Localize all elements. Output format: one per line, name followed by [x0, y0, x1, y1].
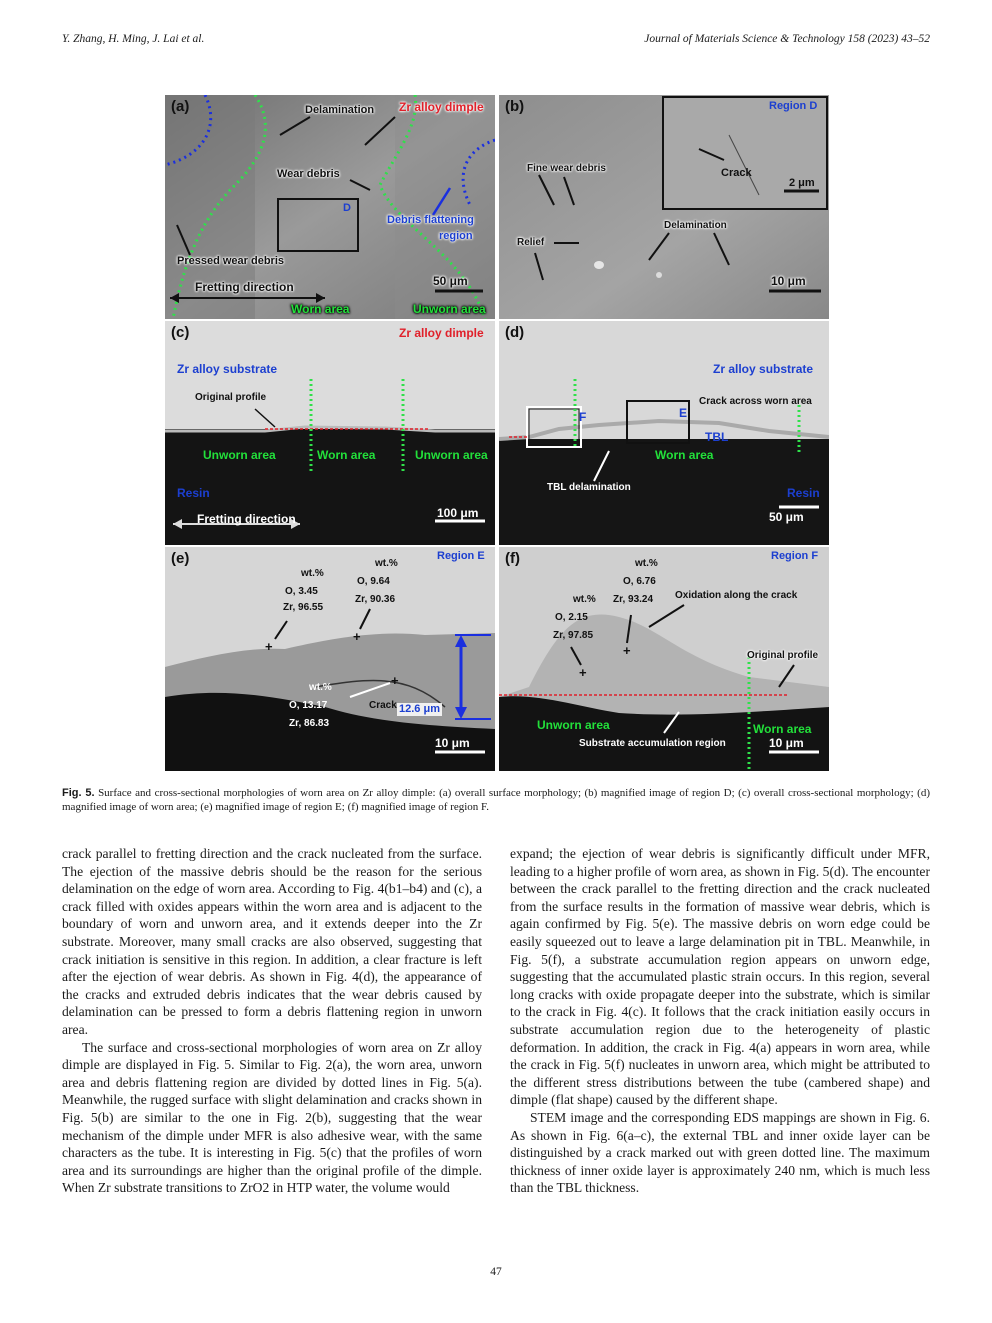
label-unworn-area: Unworn area — [413, 302, 486, 316]
panel-d — [499, 321, 829, 545]
panel-b-letter: (b) — [505, 98, 525, 115]
label-substrate-accumulation: Substrate accumulation region — [579, 738, 726, 749]
label-wear-debris: Wear debris — [277, 168, 340, 180]
eds-zr-f2: Zr, 97.85 — [553, 630, 594, 641]
body-column-left — [62, 845, 482, 1197]
svg-text:+: + — [265, 639, 273, 654]
label-delamination: Delamination — [305, 104, 375, 116]
panel-f-letter: (f) — [505, 550, 520, 567]
label-pressed-wear-debris: Pressed wear debris — [177, 255, 285, 267]
svg-text:+: + — [391, 673, 399, 688]
svg-text:+: + — [623, 643, 631, 658]
label-original-profile-c: Original profile — [195, 392, 267, 403]
caption-text: Surface and cross-sectional morphologies of worn area on Zr alloy dimple: (a) overall surface morphology; (b) magnified image of region D; (c) overall cross-sectional morphology; (d) magnified image of worn area; (e) magnified image of region E; (f) magnified image of region F. — [62, 787, 930, 813]
label-original-profile-f: Original profile — [747, 650, 819, 661]
running-header-journal: Journal of Materials Science & Technology 158 (2023) 43–52 — [644, 33, 930, 45]
eds-o-f2: O, 2.15 — [555, 612, 588, 623]
label-thickness: 12.6 μm — [399, 703, 440, 715]
label-fretting-c: Fretting direction — [197, 512, 296, 526]
label-worn-f: Worn area — [753, 722, 812, 736]
label-crack-e: Crack — [369, 700, 397, 711]
label-tbl: TBL — [705, 430, 729, 444]
label-crack-across: Crack across worn area — [699, 396, 812, 407]
scale-bar-a: 50 μm — [433, 274, 468, 288]
paragraph-right-1: expand; the ejection of wear debris is significantly difficult under MFR, leading to a higher profile of worn area, as shown in Fig. 5(d). The encounter between the crack parallel to the fretting direction and the crack nucleated from the surface results in the formation of massive wear debris, which is again confirmed by Fig. 5(e). The massive debris on worn edge could be easily squeezed out to leave a large delamination pit in TBL. Meanwhile, in Fig. 5(f), a substrate accumulation region appears on unworn edge, suggesting that the accumulated plastic strain occurs. In this region, several long cracks with oxide propagate deeper into the substrate, which is similar to the crack in Fig. 4(c). It follows that the crack initiation easily occurs in substrate accumulation region due to the heterogeneity of plastic deformation. In addition, the crack in Fig. 4(a) appears in worn area, while the crack in Fig. 5(f) nucleates in unworn area, which might be attributed to the different stress distributions between the tube (cambered shape) and dimple (flat shape) caused by the different shape. — [510, 846, 930, 1108]
wt-label-f1: wt.% — [635, 558, 658, 569]
eds-o-f1: O, 6.76 — [623, 576, 656, 587]
eds-o-3: O, 13.17 — [289, 700, 328, 711]
eds-o-2: O, 9.64 — [357, 576, 390, 587]
paragraph-left-1: crack parallel to fretting direction and the crack nucleated from the surface. The ejection of the massive debris should be the reason for the serious delamination on the edge of worn area. According to Fig. 4(b1–b4) and (c), a crack filled with oxides appears within the worn area and is adjacent to the boundary of worn and unworn area, and it extends deeper into the Zr substrate. Moreover, many small cracks are also observed, suggesting that crack initiation is sensitive in this region. In addition, a clear fracture is left after the ejection of wear debris. As shown in Fig. 4(d), the appearance of the cracks and extruded debris indicates that the wear debris caused by delamination can be pressed to form a debris flattening region in unworn area. — [62, 846, 482, 1037]
label-oxidation: Oxidation along the crack — [675, 590, 798, 601]
label-substrate-c: Zr alloy substrate — [177, 362, 278, 376]
label-resin-d: Resin — [787, 486, 820, 500]
label-unworn-right: Unworn area — [415, 448, 488, 462]
eds-zr-3: Zr, 86.83 — [289, 718, 330, 729]
label-substrate-d: Zr alloy substrate — [713, 362, 814, 376]
eds-o-1: O, 3.45 — [285, 586, 318, 597]
scale-bar-c: 100 μm — [437, 506, 479, 520]
panel-a — [165, 95, 495, 319]
caption-label: Fig. 5. — [62, 787, 95, 799]
label-debris-flattening: Debris flattening — [387, 214, 474, 226]
label-region-f: Region F — [771, 550, 819, 562]
page-number: 47 — [490, 1266, 502, 1278]
label-crack: Crack — [721, 167, 752, 179]
figure-5 — [165, 95, 829, 771]
scale-bar-e: 10 μm — [435, 736, 470, 750]
label-tbl-delamination: TBL delamination — [547, 482, 631, 493]
paragraph-left-2: The surface and cross-sectional morphologies of worn area on Zr alloy dimple are displayed in Fig. 5. Similar to Fig. 2(a), the worn area, unworn area and debris flattening region are divided by dotted lines in Fig. 5(a). Meanwhile, the rugged surface with slight delamination and cracks shown in Fig. 5(b) are similar to the one in Fig. 2(b), suggesting that the wear mechanism of the dimple under MFR is also adhesive wear, with the same characters as the tube. It is interesting in Fig. 5(c) that the profiles of worn area and its surroundings are higher than the original profile of the dimple. When Zr substrate transitions to ZrO2 in HTP water, the volume would — [62, 1039, 482, 1196]
panel-e — [165, 547, 495, 771]
panel-e-letter: (e) — [171, 550, 190, 567]
label-relief: Relief — [517, 237, 545, 248]
label-zr-alloy-dimple: Zr alloy dimple — [399, 100, 484, 114]
svg-text:+: + — [353, 629, 361, 644]
eds-zr-1: Zr, 96.55 — [283, 602, 324, 613]
eds-zr-f1: Zr, 93.24 — [613, 594, 654, 605]
label-worn-d: Worn area — [655, 448, 714, 462]
paragraph-right-2: STEM image and the corresponding EDS mappings are shown in Fig. 6. As shown in Fig. 6(a–c), the external TBL and inner oxide layer can be distinguished by a crack marked out with green dotted line. The maximum thickness of inner oxide layer is approximately 240 nm, which is much less than the TBL thickness. — [510, 1109, 930, 1196]
scale-bar-inset: 2 μm — [789, 177, 815, 189]
label-region-e-box: E — [679, 406, 688, 420]
wt-label-2: wt.% — [375, 558, 398, 569]
label-zr-alloy-dimple-c: Zr alloy dimple — [399, 326, 484, 340]
wt-label-3: wt.% — [309, 682, 332, 693]
panel-c-letter: (c) — [171, 324, 190, 341]
label-delamination-b: Delamination — [664, 220, 727, 231]
label-region-f-box: F — [579, 410, 587, 424]
body-column-right — [510, 845, 930, 1197]
wt-label-f2: wt.% — [573, 594, 596, 605]
panel-b — [499, 95, 829, 319]
label-resin-c: Resin — [177, 486, 210, 500]
svg-text:+: + — [579, 665, 587, 680]
label-unworn-f: Unworn area — [537, 718, 610, 732]
label-region-d-inset: Region D — [769, 100, 818, 112]
panel-c — [165, 321, 495, 545]
label-debris-flattening-region: region — [439, 230, 473, 242]
panel-f — [499, 547, 829, 771]
label-worn-area: Worn area — [291, 302, 350, 316]
scale-bar-b: 10 μm — [771, 274, 806, 288]
label-unworn-left: Unworn area — [203, 448, 276, 462]
scale-bar-f: 10 μm — [769, 736, 804, 750]
label-region-e: Region E — [437, 550, 485, 562]
panel-d-letter: (d) — [505, 324, 525, 341]
running-header-authors: Y. Zhang, H. Ming, J. Lai et al. — [62, 33, 205, 45]
panel-a-letter: (a) — [171, 98, 190, 115]
label-region-d: D — [343, 202, 351, 214]
label-fretting-direction: Fretting direction — [195, 280, 294, 294]
eds-zr-2: Zr, 90.36 — [355, 594, 396, 605]
scale-bar-d: 50 μm — [769, 510, 804, 524]
label-worn-c: Worn area — [317, 448, 376, 462]
figure-caption — [62, 786, 930, 814]
label-fine-wear-debris: Fine wear debris — [527, 163, 606, 174]
wt-label-1: wt.% — [301, 568, 324, 579]
